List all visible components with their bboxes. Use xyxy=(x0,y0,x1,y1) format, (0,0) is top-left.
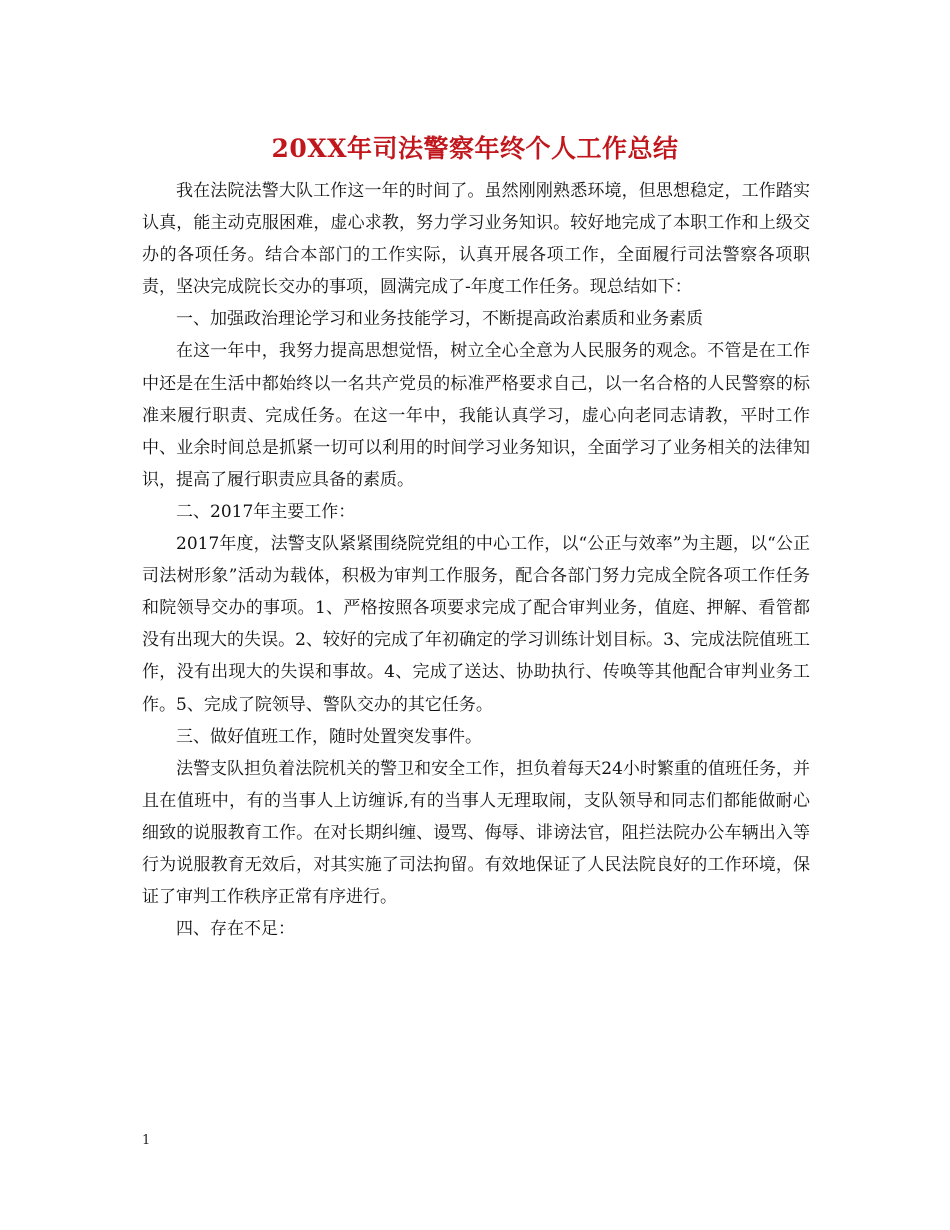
paragraph-section-2: 2017年度，法警支队紧紧围绕院党组的中心工作，以“公正与效率”为主题，以“公正司法树形象”活动为载体，积极为审判工作服务，配合各部门努力完成全院各项工作任务和院领导交办的事项。1、严格按照各项要求完成了配合审判业务，值庭、押解、看管都没有出现大的失误。2、较好的完成了年初确定的学习训练计划目标。3、完成法院值班工作，没有出现大的失误和事故。4、完成了送达、协助执行、传唤等其他配合审判业务工作。5、完成了院领导、警队交办的其它任务。 xyxy=(142,534,810,715)
section-heading-3: 三、做好值班工作，随时处置突发事件。 xyxy=(176,726,482,747)
document-body xyxy=(142,175,810,945)
page-number: 1 xyxy=(142,1133,151,1148)
document-title: 20XX年司法警察年终个人工作总结 xyxy=(271,134,679,163)
paragraph-section-1: 在这一年中，我努力提高思想觉悟，树立全心全意为人民服务的观念。不管是在工作中还是在生活中都始终以一名共产党员的标准严格要求自己，以一名合格的人民警察的标准来履行职责、完成任务。在这一年中，我能认真学习，虚心向老同志请教，平时工作中、业余时间总是抓紧一切可以利用的时间学习业务知识，全面学习了业务相关的法律知识，提高了履行职责应具备的素质。 xyxy=(142,341,810,490)
paragraph-section-3: 法警支队担负着法院机关的警卫和安全工作，担负着每天24小时繁重的值班任务，并且在值班中，有的当事人上访缠诉,有的当事人无理取闹，支队领导和同志们都能做耐心细致的说服教育工作。在对长期纠缠、谩骂、侮辱、诽谤法官，阻拦法院办公车辆出入等行为说服教育无效后，对其实施了司法拘留。有效地保证了人民法院良好的工作环境，保证了审判工作秩序正常有序进行。 xyxy=(142,758,810,908)
section-heading-1: 一、加强政治理论学习和业务技能学习，不断提高政治素质和业务素质 xyxy=(176,309,703,330)
section-heading-4: 四、存在不足： xyxy=(176,919,295,940)
paragraph-intro: 我在法院法警大队工作这一年的时间了。虽然刚刚熟悉环境，但思想稳定，工作踏实认真，能主动克服困难，虚心求教，努力学习业务知识。较好地完成了本职工作和上级交办的各项任务。结合本部门的工作实际，认真开展各项工作，全面履行司法警察各项职责，坚决完成院长交办的事项，圆满完成了-年度工作任务。现总结如下： xyxy=(142,181,810,298)
section-heading-2: 二、2017年主要工作： xyxy=(176,501,356,522)
